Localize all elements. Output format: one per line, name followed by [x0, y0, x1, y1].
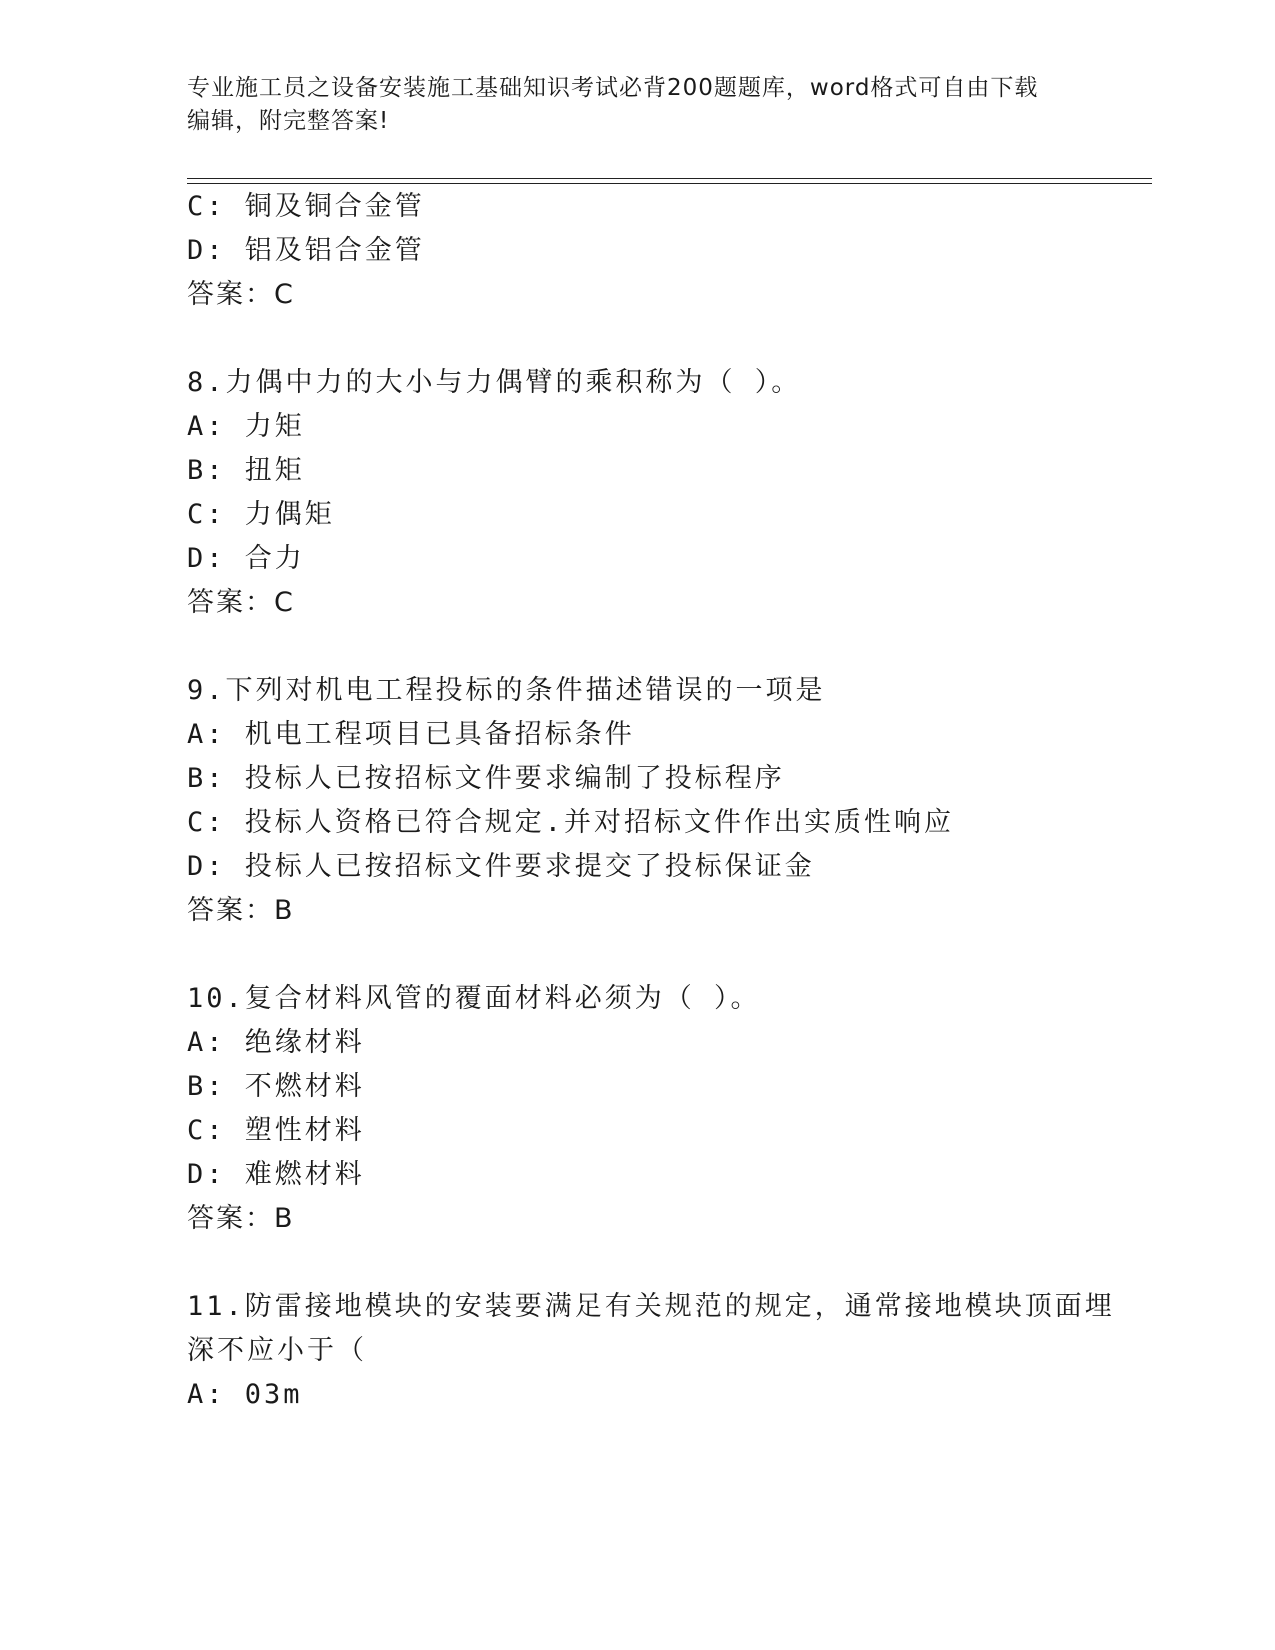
q11-stem-line-2: 深不应小于（: [187, 1335, 367, 1366]
q10-option-c: C: 塑性材料: [187, 1115, 365, 1146]
q9-option-d: D: 投标人已按招标文件要求提交了投标保证金: [187, 851, 815, 882]
q7-answer: 答案：C: [187, 279, 295, 310]
header-title-line-1: 专业施工员之设备安装施工基础知识考试必背200题题库，word格式可自由下载: [187, 75, 1039, 101]
q9-option-a: A: 机电工程项目已具备招标条件: [187, 719, 635, 750]
header-divider-bottom: [187, 183, 1152, 184]
q8-answer: 答案：C: [187, 587, 295, 618]
q8-option-b: B: 扭矩: [187, 455, 305, 486]
q10-answer: 答案：B: [187, 1203, 295, 1234]
q11-stem-line-1: 11.防雷接地模块的安装要满足有关规范的规定，通常接地模块顶面埋: [187, 1291, 1115, 1322]
q9-answer: 答案：B: [187, 895, 295, 926]
q9-option-c: C: 投标人资格已符合规定.并对招标文件作出实质性响应: [187, 807, 955, 838]
document-header: [187, 72, 1087, 138]
q8-stem: 8.力偶中力的大小与力偶臂的乘积称为（ ）。: [187, 367, 802, 398]
q7-option-c: C: 铜及铜合金管: [187, 191, 425, 222]
q10-option-a: A: 绝缘材料: [187, 1027, 365, 1058]
q11-option-a: A: 03m: [187, 1379, 303, 1410]
q8-option-c: C: 力偶矩: [187, 499, 335, 530]
header-title-line-2: 编辑，附完整答案!: [187, 108, 390, 134]
q9-option-b: B: 投标人已按招标文件要求编制了投标程序: [187, 763, 785, 794]
q8-option-a: A: 力矩: [187, 411, 305, 442]
q9-stem: 9.下列对机电工程投标的条件描述错误的一项是: [187, 675, 826, 706]
q10-option-d: D: 难燃材料: [187, 1159, 365, 1190]
q8-option-d: D: 合力: [187, 543, 305, 574]
header-divider-top: [187, 178, 1152, 179]
q10-stem: 10.复合材料风管的覆面材料必须为（ ）。: [187, 983, 761, 1014]
q10-option-b: B: 不燃材料: [187, 1071, 365, 1102]
q7-option-d: D: 铝及铝合金管: [187, 235, 425, 266]
